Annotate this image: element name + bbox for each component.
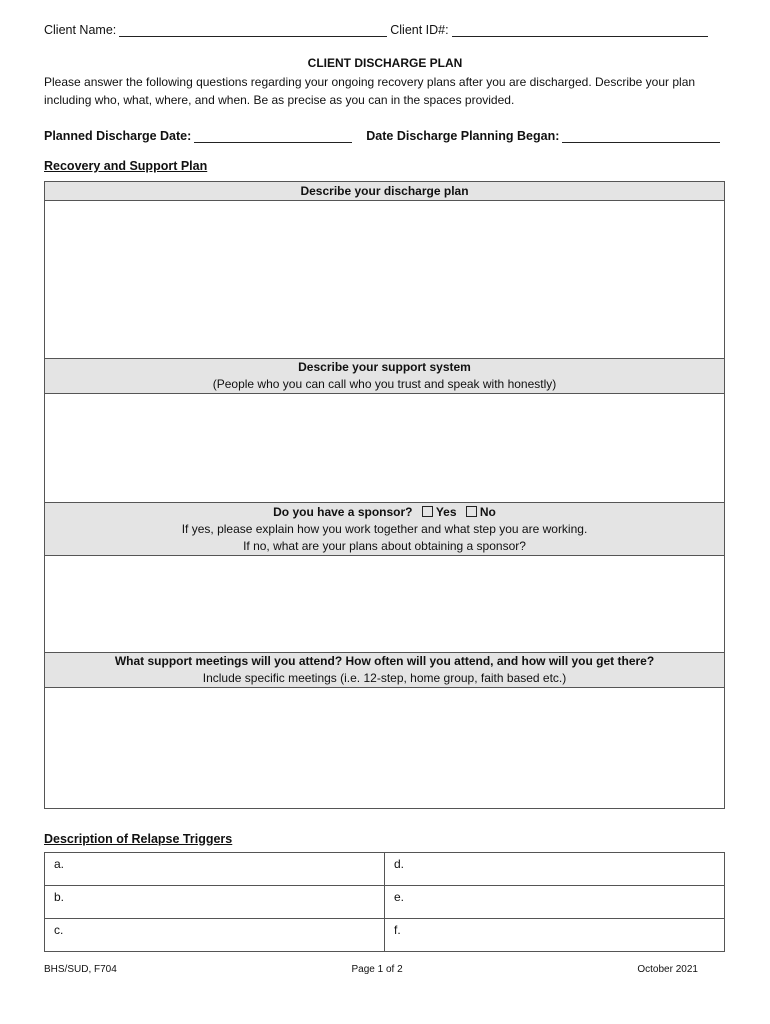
trigger-a-label: a.: [54, 857, 65, 871]
trigger-e-cell[interactable]: [385, 886, 725, 919]
dates-row: [44, 125, 724, 143]
trigger-f-label: f.: [394, 923, 401, 937]
sponsor-no-checkbox[interactable]: [466, 506, 477, 517]
meetings-question: What support meetings will you attend? How often will you attend, and how will you get there?: [114, 654, 655, 668]
planning-began-field[interactable]: [562, 129, 720, 143]
trigger-c-label: c.: [54, 923, 64, 937]
support-system-hint: (People who you can call who you trust and speak with honestly): [212, 377, 557, 391]
meetings-header: [45, 653, 725, 688]
sponsor-yes-checkbox[interactable]: [422, 506, 433, 517]
instructions: Please answer the following questions regarding your ongoing recovery plans after you are discharged. Describe your plan including who, what, where, and when. Be as precise as you can in the spaces provided.: [44, 75, 696, 107]
form-code: BHS/SUD, F704: [44, 964, 117, 975]
planned-discharge-date-label: Planned Discharge Date:: [44, 129, 192, 143]
trigger-c-cell[interactable]: [45, 919, 385, 952]
support-system-question: Describe your support system: [298, 360, 471, 374]
sponsor-question: Do you have a sponsor?: [273, 504, 413, 519]
client-id-label: Client ID#:: [390, 23, 449, 37]
discharge-plan-answer-box[interactable]: [45, 201, 725, 359]
sponsor-hint-yes: If yes, please explain how you work together and what step you are working.: [181, 521, 588, 536]
trigger-a-cell[interactable]: [45, 853, 385, 886]
planning-began-label: Date Discharge Planning Began:: [366, 129, 560, 143]
recovery-section-heading: Recovery and Support Plan: [44, 159, 208, 173]
sponsor-answer-box[interactable]: [45, 556, 725, 653]
sponsor-hint-no: If no, what are your plans about obtaining a sponsor?: [243, 538, 526, 553]
client-name-field[interactable]: [119, 23, 387, 37]
page-footer: [44, 964, 698, 975]
relapse-triggers-heading: Description of Relapse Triggers: [44, 832, 233, 846]
client-id-field[interactable]: [452, 23, 708, 37]
meetings-hint: Include specific meetings (i.e. 12-step, home group, faith based etc.): [202, 671, 567, 685]
support-system-answer-box[interactable]: [45, 394, 725, 503]
sponsor-no-label: No: [479, 504, 496, 519]
support-system-header: [45, 359, 725, 394]
trigger-f-cell[interactable]: [385, 919, 725, 952]
trigger-b-cell[interactable]: [45, 886, 385, 919]
trigger-b-label: b.: [54, 890, 65, 904]
page-title: CLIENT DISCHARGE PLAN: [307, 56, 463, 70]
page-number: Page 1 of 2: [351, 964, 403, 975]
meetings-answer-box[interactable]: [45, 688, 725, 809]
client-info-row: [44, 19, 724, 37]
trigger-d-label: d.: [394, 857, 405, 871]
relapse-triggers-table: [44, 852, 725, 952]
trigger-e-label: e.: [394, 890, 405, 904]
sponsor-yes-label: Yes: [435, 504, 457, 519]
client-name-label: Client Name:: [44, 23, 117, 37]
recovery-plan-table: [44, 181, 725, 809]
discharge-plan-question: Describe your discharge plan: [300, 183, 469, 198]
planned-discharge-date-field[interactable]: [194, 129, 352, 143]
discharge-plan-header: [45, 182, 725, 201]
trigger-d-cell[interactable]: [385, 853, 725, 886]
form-date: October 2021: [637, 964, 698, 975]
sponsor-header: [45, 503, 725, 556]
